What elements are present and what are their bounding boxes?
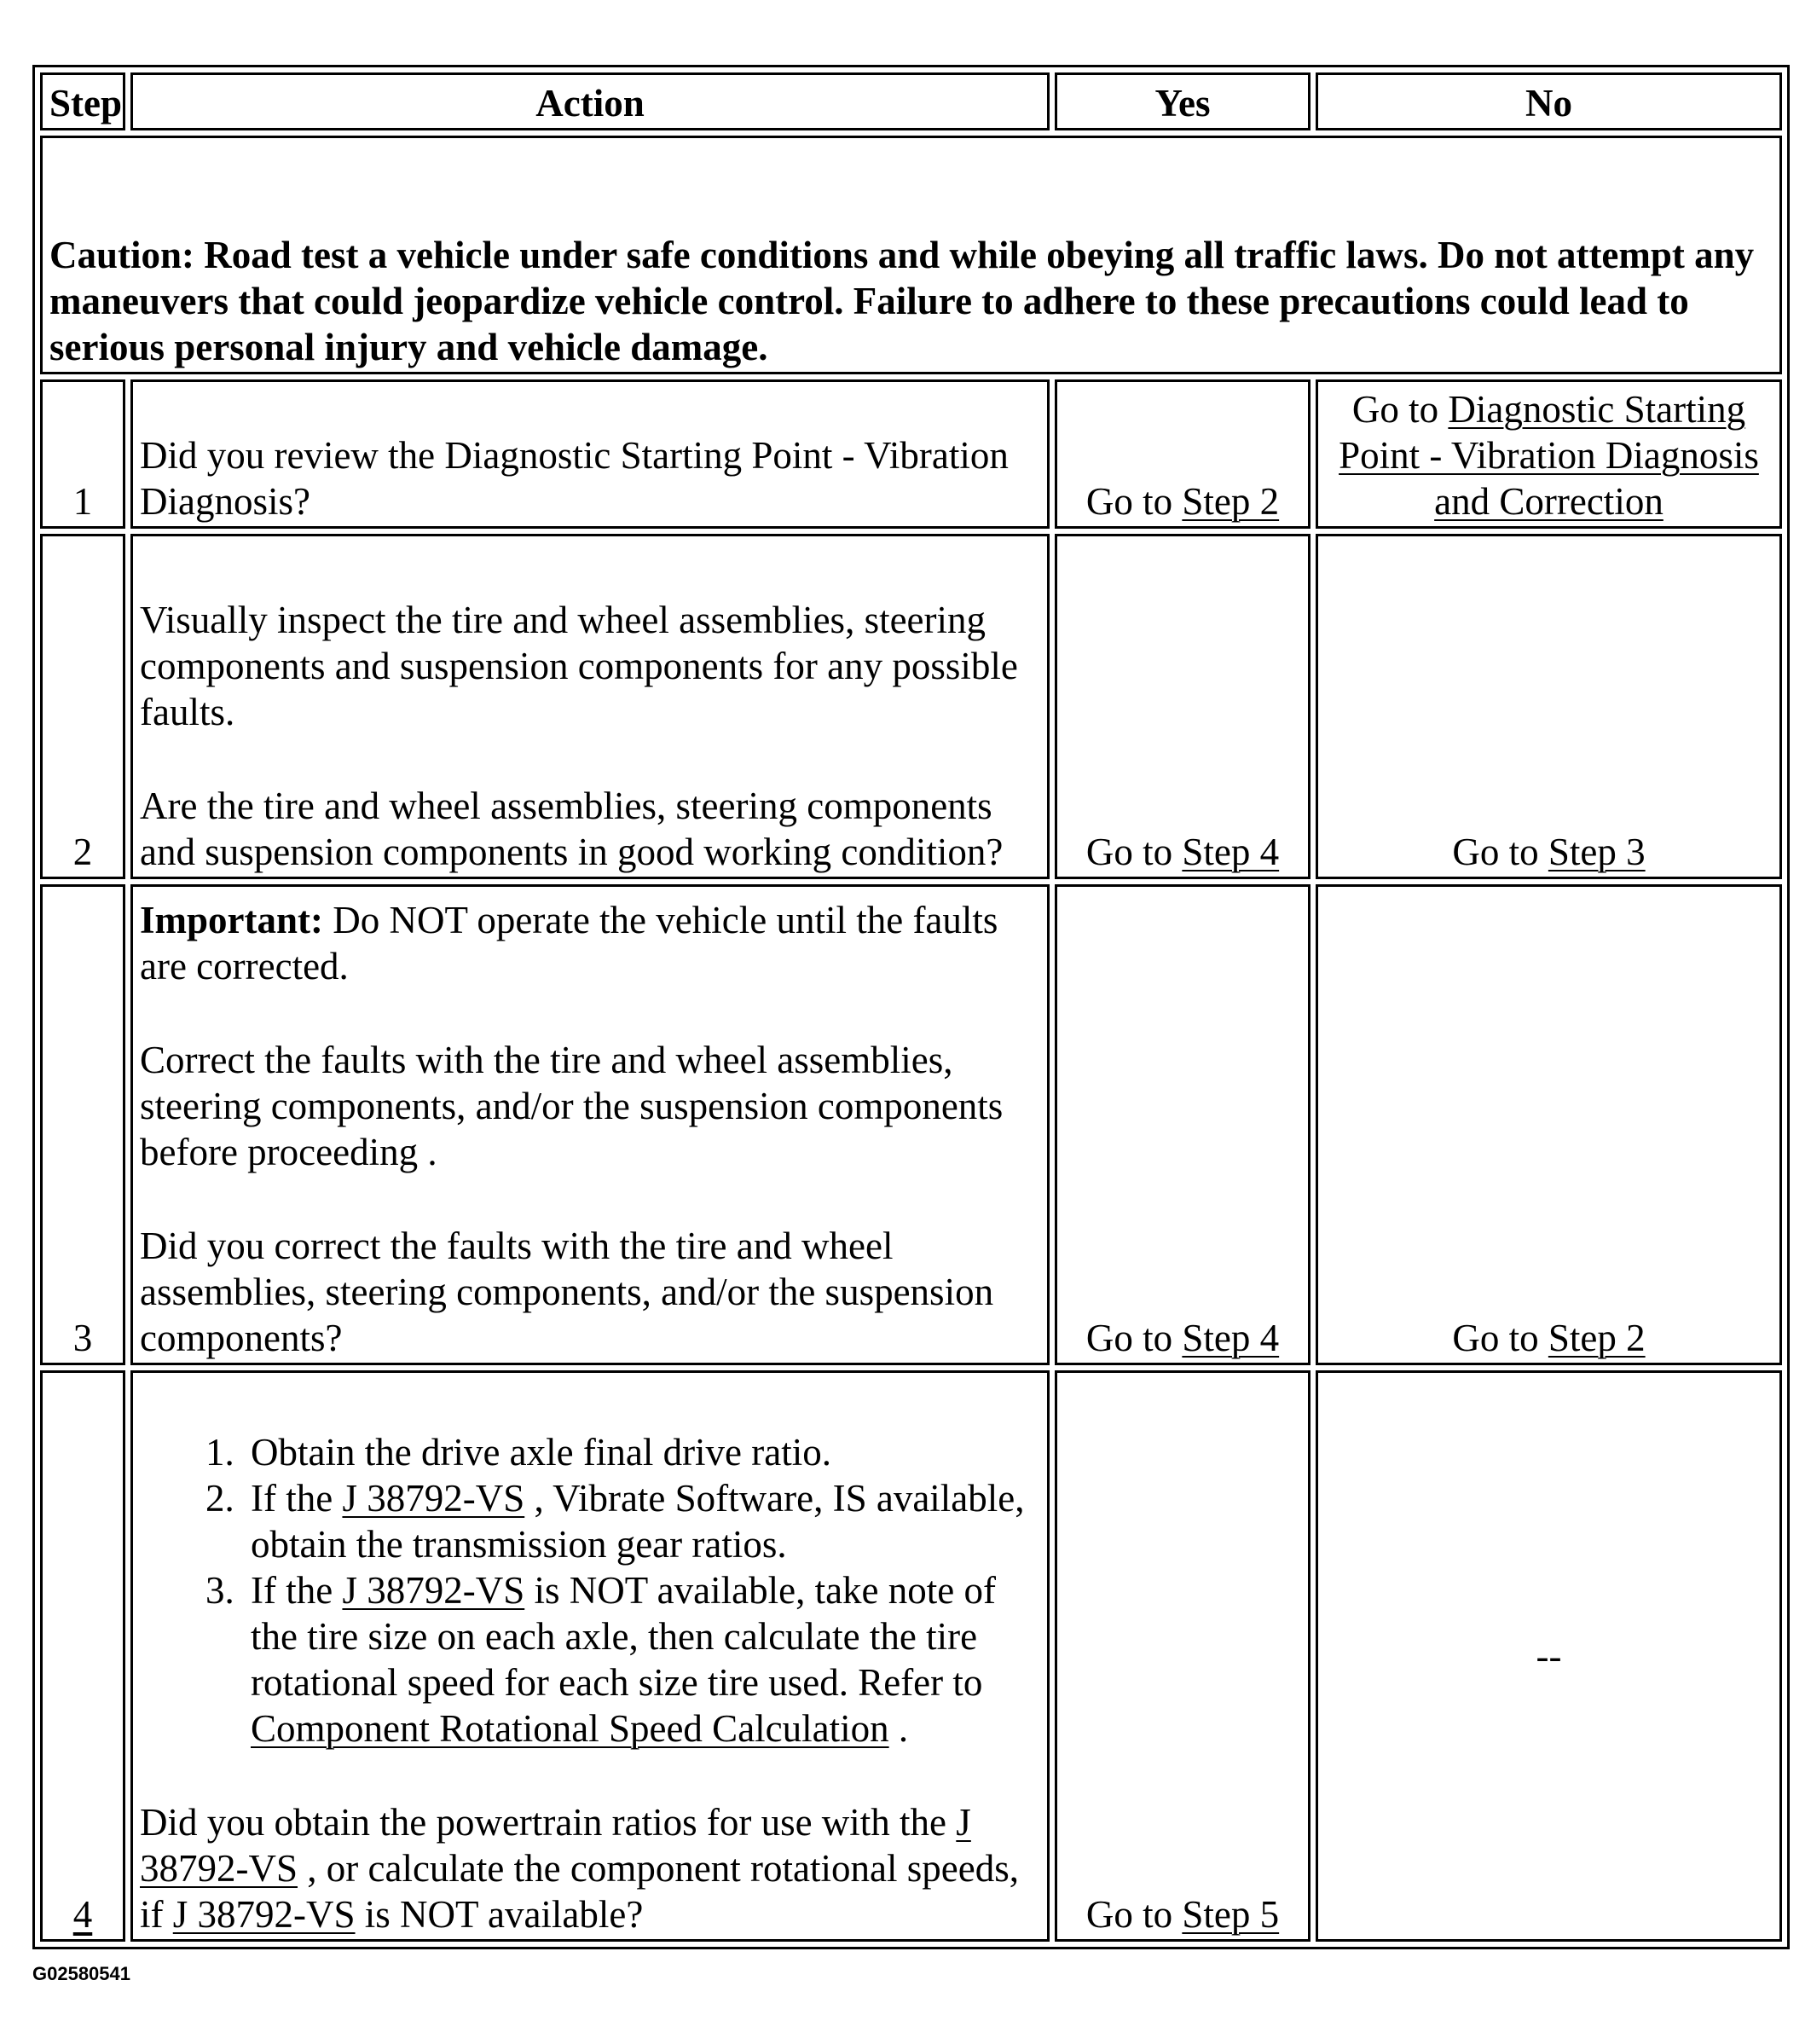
tool-link[interactable]: J 38792-VS (342, 1569, 525, 1612)
list-item (244, 1567, 1040, 1752)
list-text: , Vibrate Software, IS available, obtain the transmission gear ratios. (251, 1477, 1025, 1566)
header-action: Action (130, 72, 1050, 130)
important-text: Do NOT operate the vehicle until the faults are corrected. (140, 899, 998, 987)
header-no: No (1316, 72, 1782, 130)
step-action (130, 884, 1050, 1365)
step-number: 3 (40, 884, 125, 1365)
step-row-4 (40, 1370, 1782, 1942)
question-text: is NOT available? (355, 1893, 644, 1936)
action-steps-list (140, 1429, 1040, 1752)
step-row-1 (40, 379, 1782, 529)
header-step: Step (40, 72, 125, 130)
goto-step-link[interactable]: Step 2 (1548, 1317, 1646, 1359)
caution-row (40, 136, 1782, 374)
step-number-link[interactable]: 4 (72, 1893, 93, 1936)
action-question: Are the tire and wheel assemblies, steering components and suspension components in good working condition? (140, 785, 1004, 873)
action-question (140, 1799, 1040, 1937)
goto-step-link[interactable]: Step 4 (1182, 831, 1280, 873)
yes-prefix: Go to (1085, 1317, 1183, 1359)
step-number: 2 (40, 534, 125, 879)
important-note (140, 897, 1040, 989)
goto-step-link[interactable]: Step 3 (1548, 831, 1646, 873)
list-text: If the (251, 1569, 343, 1612)
tool-link[interactable]: J 38792-VS (140, 1801, 971, 1890)
goto-step-link[interactable]: Step 5 (1182, 1893, 1280, 1936)
yes-prefix: Go to (1085, 831, 1183, 873)
header-row (40, 72, 1782, 130)
step-action (130, 534, 1050, 879)
list-item (244, 1475, 1040, 1567)
no-cell (1316, 379, 1782, 529)
yes-prefix: Go to (1085, 480, 1183, 523)
step-row-2 (40, 534, 1782, 879)
diagnostic-table-container (32, 65, 1784, 1949)
list-text: . (888, 1707, 909, 1750)
no-prefix: Go to (1452, 831, 1548, 873)
goto-step-link[interactable]: Step 2 (1182, 480, 1280, 523)
step-action: Did you review the Diagnostic Starting Point - Vibration Diagnosis? (130, 379, 1050, 529)
question-text: Did you obtain the powertrain ratios for use with the (140, 1801, 957, 1844)
yes-cell (1055, 534, 1311, 879)
diagnostic-starting-point-link[interactable]: Diagnostic Starting Point - Vibration Diagnosis and Correction (1339, 388, 1759, 523)
no-cell: -- (1316, 1370, 1782, 1942)
tool-link[interactable]: J 38792-VS (172, 1893, 356, 1936)
action-instruction: Correct the faults with the tire and wheel assemblies, steering components, and/or the suspension components before proceeding . (140, 1039, 1004, 1173)
no-prefix: Go to (1351, 388, 1449, 431)
figure-code: G02580541 (32, 1963, 130, 1984)
step-number (40, 1370, 125, 1942)
rotational-speed-calculation-link[interactable]: Component Rotational Speed Calculation (251, 1707, 889, 1750)
caution-text: Caution: Road test a vehicle under safe conditions and while obeying all traffic laws. Do not attempt any maneuvers that could jeopardize vehicle control. Failure to adhere to these precautions could lead to serious personal injury and vehicle damage. (40, 136, 1782, 374)
step-action (130, 1370, 1050, 1942)
question-text: , or calculate the component rotational speeds, if (140, 1847, 1019, 1936)
action-question: Did you correct the faults with the tire and wheel assemblies, steering components, and/or the suspension components? (140, 1225, 994, 1359)
important-label: Important: (140, 899, 323, 941)
list-item: 1. Obtain the drive axle final drive ratio. (244, 1429, 1040, 1475)
diagnostic-table (32, 65, 1790, 1949)
action-instruction: Visually inspect the tire and wheel assemblies, steering components and suspension components for any possible faults. (140, 599, 1018, 733)
yes-cell (1055, 884, 1311, 1365)
tool-link[interactable]: J 38792-VS (342, 1477, 525, 1520)
header-yes: Yes (1055, 72, 1311, 130)
list-text: If the (251, 1477, 343, 1520)
no-prefix: Go to (1452, 1317, 1548, 1359)
yes-prefix: Go to (1085, 1893, 1183, 1936)
no-cell (1316, 884, 1782, 1365)
yes-cell (1055, 1370, 1311, 1942)
no-cell (1316, 534, 1782, 879)
step-row-3 (40, 884, 1782, 1365)
step-number: 1 (40, 379, 125, 529)
yes-cell (1055, 379, 1311, 529)
list-text: is NOT available, take note of the tire size on each axle, then calculate the tire rotational speed for each size tire used. Refer to (251, 1569, 996, 1704)
goto-step-link[interactable]: Step 4 (1182, 1317, 1280, 1359)
